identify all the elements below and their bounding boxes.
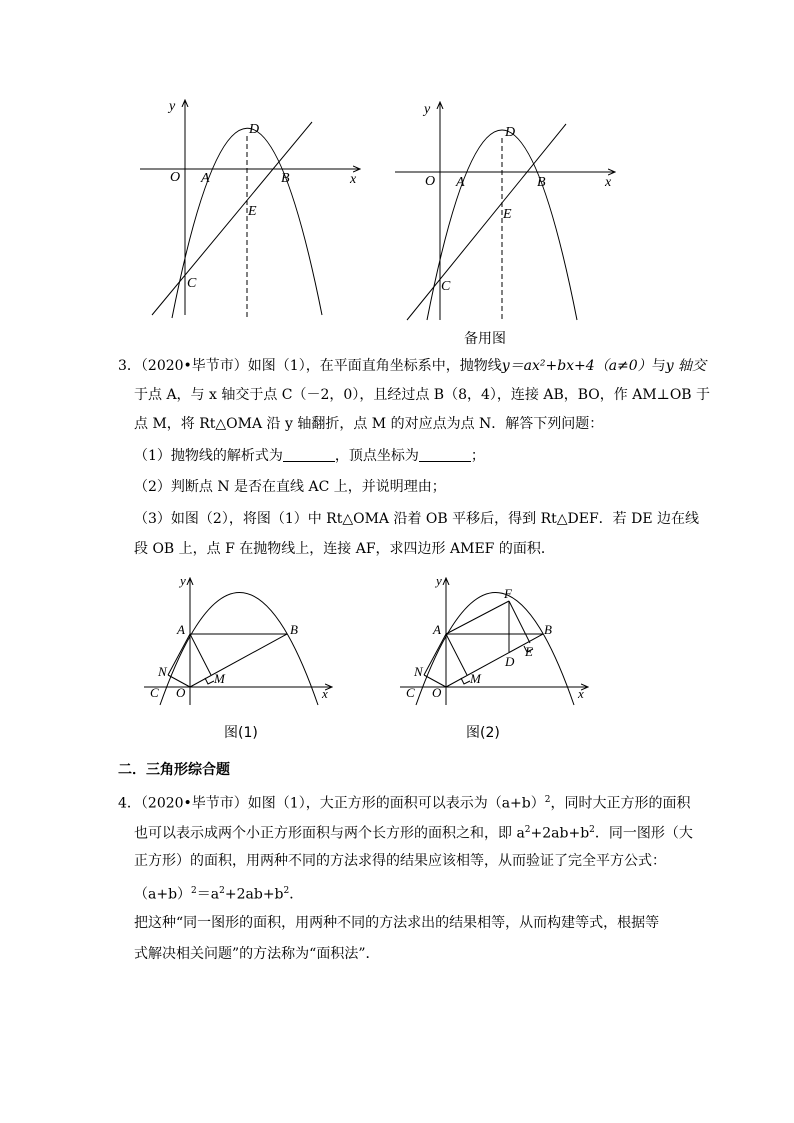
question-3-line-2: 段 OB 上，点 F 在抛物线上，连接 AF，求四边形 AMEF 的面积．	[134, 541, 555, 557]
label-c: C	[406, 685, 415, 700]
problem-4-line-4	[134, 881, 303, 905]
text: （a+b）	[134, 886, 192, 903]
label-b: B	[537, 175, 546, 190]
sup: 2	[191, 886, 197, 896]
sup: 2	[524, 825, 531, 835]
text: 也可以表示成两个小正方形面积与两个长方形的面积之和，即 a	[134, 825, 525, 842]
label-y: y	[436, 573, 442, 588]
caption-backup-figure: 备用图	[464, 331, 506, 347]
text: y 轴交	[665, 358, 707, 374]
label-n: N	[158, 664, 167, 679]
label-o: O	[432, 685, 442, 700]
text: ，顶点坐标为	[334, 448, 419, 464]
label-e: E	[503, 207, 512, 222]
caption-figure-2: 图(2)	[466, 725, 500, 741]
text: 4．（2020•毕节市）如图（1），大正方形的面积可以表示为（a+b）	[118, 795, 545, 812]
question-3-line-1: （3）如图（2），将图（1）中 Rt△OMA 沿着 OB 平移后，得到 Rt△DEF．若 DE 边在线	[134, 511, 700, 527]
label-a: A	[201, 171, 210, 186]
text: 与	[651, 358, 666, 374]
caption-figure-1: 图(1)	[224, 725, 258, 741]
label-x: x	[605, 175, 612, 190]
answer-blank-2[interactable]	[419, 447, 471, 462]
segment-an	[168, 634, 190, 675]
figure-2	[400, 578, 588, 705]
problem-3-line-2: 于点 A，与 x 轴交于点 C（－2，0），且经过点 B（8，4），连接 AB，BO，作 AM⊥OB 于	[134, 387, 711, 403]
segment-ob	[190, 634, 287, 687]
label-y: y	[169, 99, 176, 114]
sup: 2	[219, 886, 225, 896]
label-y: y	[180, 573, 186, 588]
label-o: O	[176, 685, 186, 700]
figure-top-right-labels	[422, 102, 612, 294]
problem-4-line-6: 式解决相关问题”的方法称为“面积法”．	[134, 946, 380, 962]
segment-am	[446, 634, 467, 675]
label-c: C	[150, 685, 159, 700]
line-cb	[152, 122, 312, 315]
label-a: A	[177, 622, 185, 637]
label-a: A	[456, 175, 465, 190]
label-x: x	[322, 686, 328, 701]
problem-3-line-3: 点 M，将 Rt△OMA 沿 y 轴翻折，点 M 的对应点为点 N．解答下列问题：	[134, 416, 604, 432]
label-b: B	[544, 622, 552, 637]
segment-am	[190, 634, 211, 675]
segment-an	[424, 634, 446, 675]
text: ．同一图形（大	[594, 825, 693, 842]
equation: y＝ax²+bx+4（a≠0）	[501, 358, 652, 374]
label-e: E	[248, 204, 257, 219]
label-n: N	[414, 664, 423, 679]
label-c: C	[187, 276, 197, 291]
label-c: C	[441, 279, 451, 294]
label-o: O	[425, 174, 436, 189]
answer-blank-1[interactable]	[283, 447, 335, 462]
label-d: D	[505, 654, 515, 669]
segment-af	[446, 601, 509, 634]
text: （1）抛物线的解析式为	[134, 448, 283, 464]
right-angle-mark	[205, 678, 214, 684]
problem-4-line-5: 把这种“同一图形的面积，用两种不同的方法求出的结果相等，从而构建等式，根据等	[134, 915, 660, 931]
problem-4-line-3: 正方形）的面积，用两种不同的方法求得的结果应该相等，从而验证了完全平方公式：	[134, 853, 666, 869]
text: +2ab+b	[530, 825, 590, 842]
sup: 2	[544, 795, 551, 805]
question-2: （2）判断点 N 是否在直线 AC 上，并说明理由；	[134, 479, 446, 495]
label-o: O	[170, 170, 181, 185]
label-e: E	[525, 644, 533, 659]
text: +2ab+b	[224, 886, 284, 903]
label-y: y	[424, 102, 431, 117]
label-b: B	[290, 622, 298, 637]
sup: 2	[283, 886, 290, 896]
label-d: D	[505, 125, 516, 140]
label-a: A	[433, 622, 441, 637]
segment-ob	[446, 634, 543, 687]
label-f: F	[504, 586, 512, 601]
right-angle-mark	[461, 678, 470, 684]
line-cb	[407, 124, 566, 320]
sup: 2	[589, 825, 595, 835]
label-x: x	[578, 686, 584, 701]
figure-1	[144, 578, 332, 705]
text: ；	[470, 448, 485, 464]
label-d: D	[249, 122, 260, 137]
problem-4-line-1	[118, 790, 690, 814]
problem-3-line-1	[118, 356, 706, 376]
label-x: x	[350, 172, 357, 187]
segment-fe	[509, 601, 530, 643]
text: ＝a	[196, 886, 220, 903]
section-title-triangle: 二．三角形综合题	[118, 762, 230, 778]
problem-4-line-2	[134, 820, 693, 844]
text: ．	[289, 886, 304, 903]
text: 3．（2020•毕节市）如图（1），在平面直角坐标系中，抛物线	[118, 358, 502, 374]
label-b: B	[281, 171, 290, 186]
text: ，同时大正方形的面积	[550, 795, 691, 812]
label-m: M	[470, 671, 481, 686]
question-1	[134, 446, 485, 466]
label-m: M	[214, 671, 225, 686]
